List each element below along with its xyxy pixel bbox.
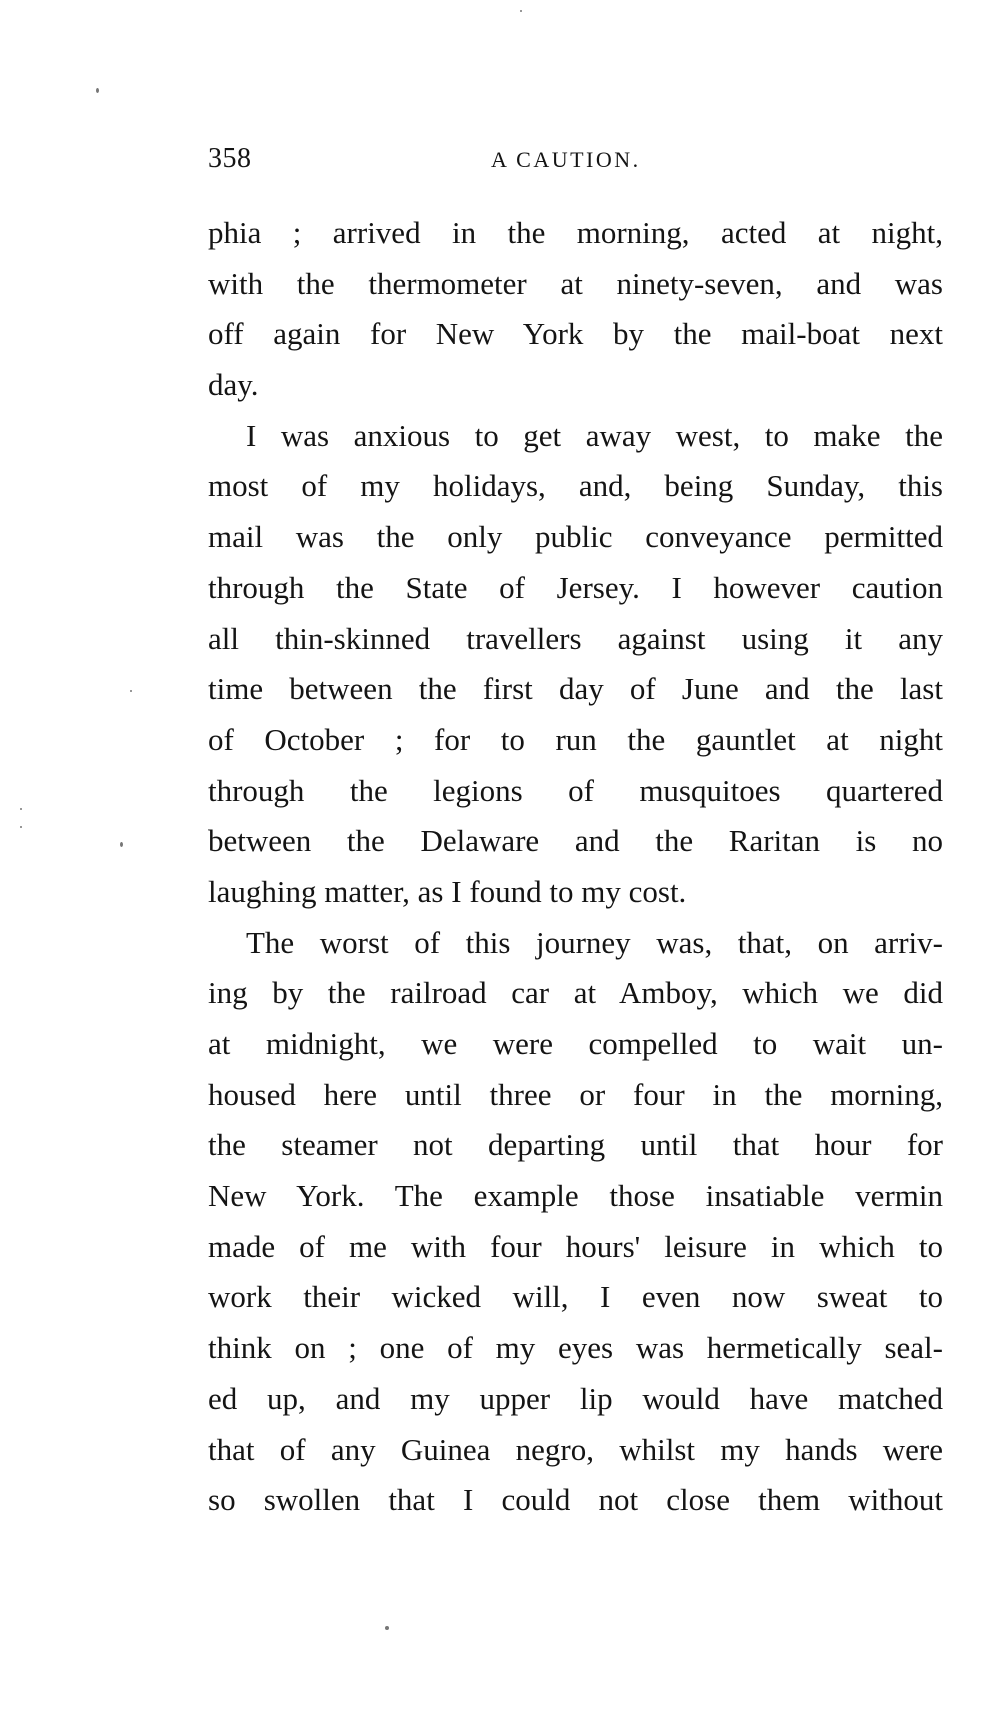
text-line: time between the first day of June and the last [208, 671, 943, 707]
text-line: the steamer not departing until that hour for [208, 1127, 943, 1163]
text-line: so swollen that I could not close them without [208, 1482, 943, 1518]
text-line: off again for New York by the mail-boat next [208, 316, 943, 352]
text-line: most of my holidays, and, being Sunday, this [208, 468, 943, 504]
text-line: day. [208, 367, 259, 403]
paragraph-2 [208, 411, 943, 918]
paragraph-3 [208, 918, 943, 1526]
text-line: phia ; arrived in the morning, acted at night, [208, 215, 943, 250]
text-line: work their wicked will, I even now sweat to [208, 1279, 943, 1315]
text-line: that of any Guinea negro, whilst my hands were [208, 1431, 943, 1467]
text-line: between the Delaware and the Raritan is no [208, 823, 943, 859]
text-line: through the State of Jersey. I however caution [208, 569, 943, 605]
text-line: ed up, and my upper lip would have matched [208, 1380, 943, 1416]
text-line: at midnight, we were compelled to wait un- [208, 1026, 943, 1061]
text-line: through the legions of musquitoes quartered [208, 772, 943, 808]
text-line: The worst of this journey was, that, on arriv- [246, 924, 943, 960]
text-line: ing by the railroad car at Amboy, which we did [208, 975, 943, 1011]
paragraph-1 [208, 208, 943, 411]
text-line: made of me with four hours' leisure in which to [208, 1228, 943, 1264]
text-line: with the thermometer at ninety-seven, and was [208, 265, 943, 301]
body-text [208, 208, 943, 1526]
text-line: mail was the only public conveyance permitted [208, 519, 943, 555]
running-head: A CAUTION. [491, 147, 641, 172]
text-line: housed here until three or four in the morning, [208, 1076, 943, 1112]
text-line: laughing matter, as I found to my cost. [208, 873, 687, 909]
text-line: all thin-skinned travellers against using it any [208, 620, 943, 656]
text-line: I was anxious to get away west, to make the [246, 417, 943, 453]
page-header [208, 143, 943, 183]
page-number: 358 [208, 143, 252, 174]
text-line: think on ; one of my eyes was hermetically seal- [208, 1330, 943, 1366]
text-line: New York. The example those insatiable vermin [208, 1178, 943, 1214]
text-line: of October ; for to run the gauntlet at night [208, 721, 943, 757]
